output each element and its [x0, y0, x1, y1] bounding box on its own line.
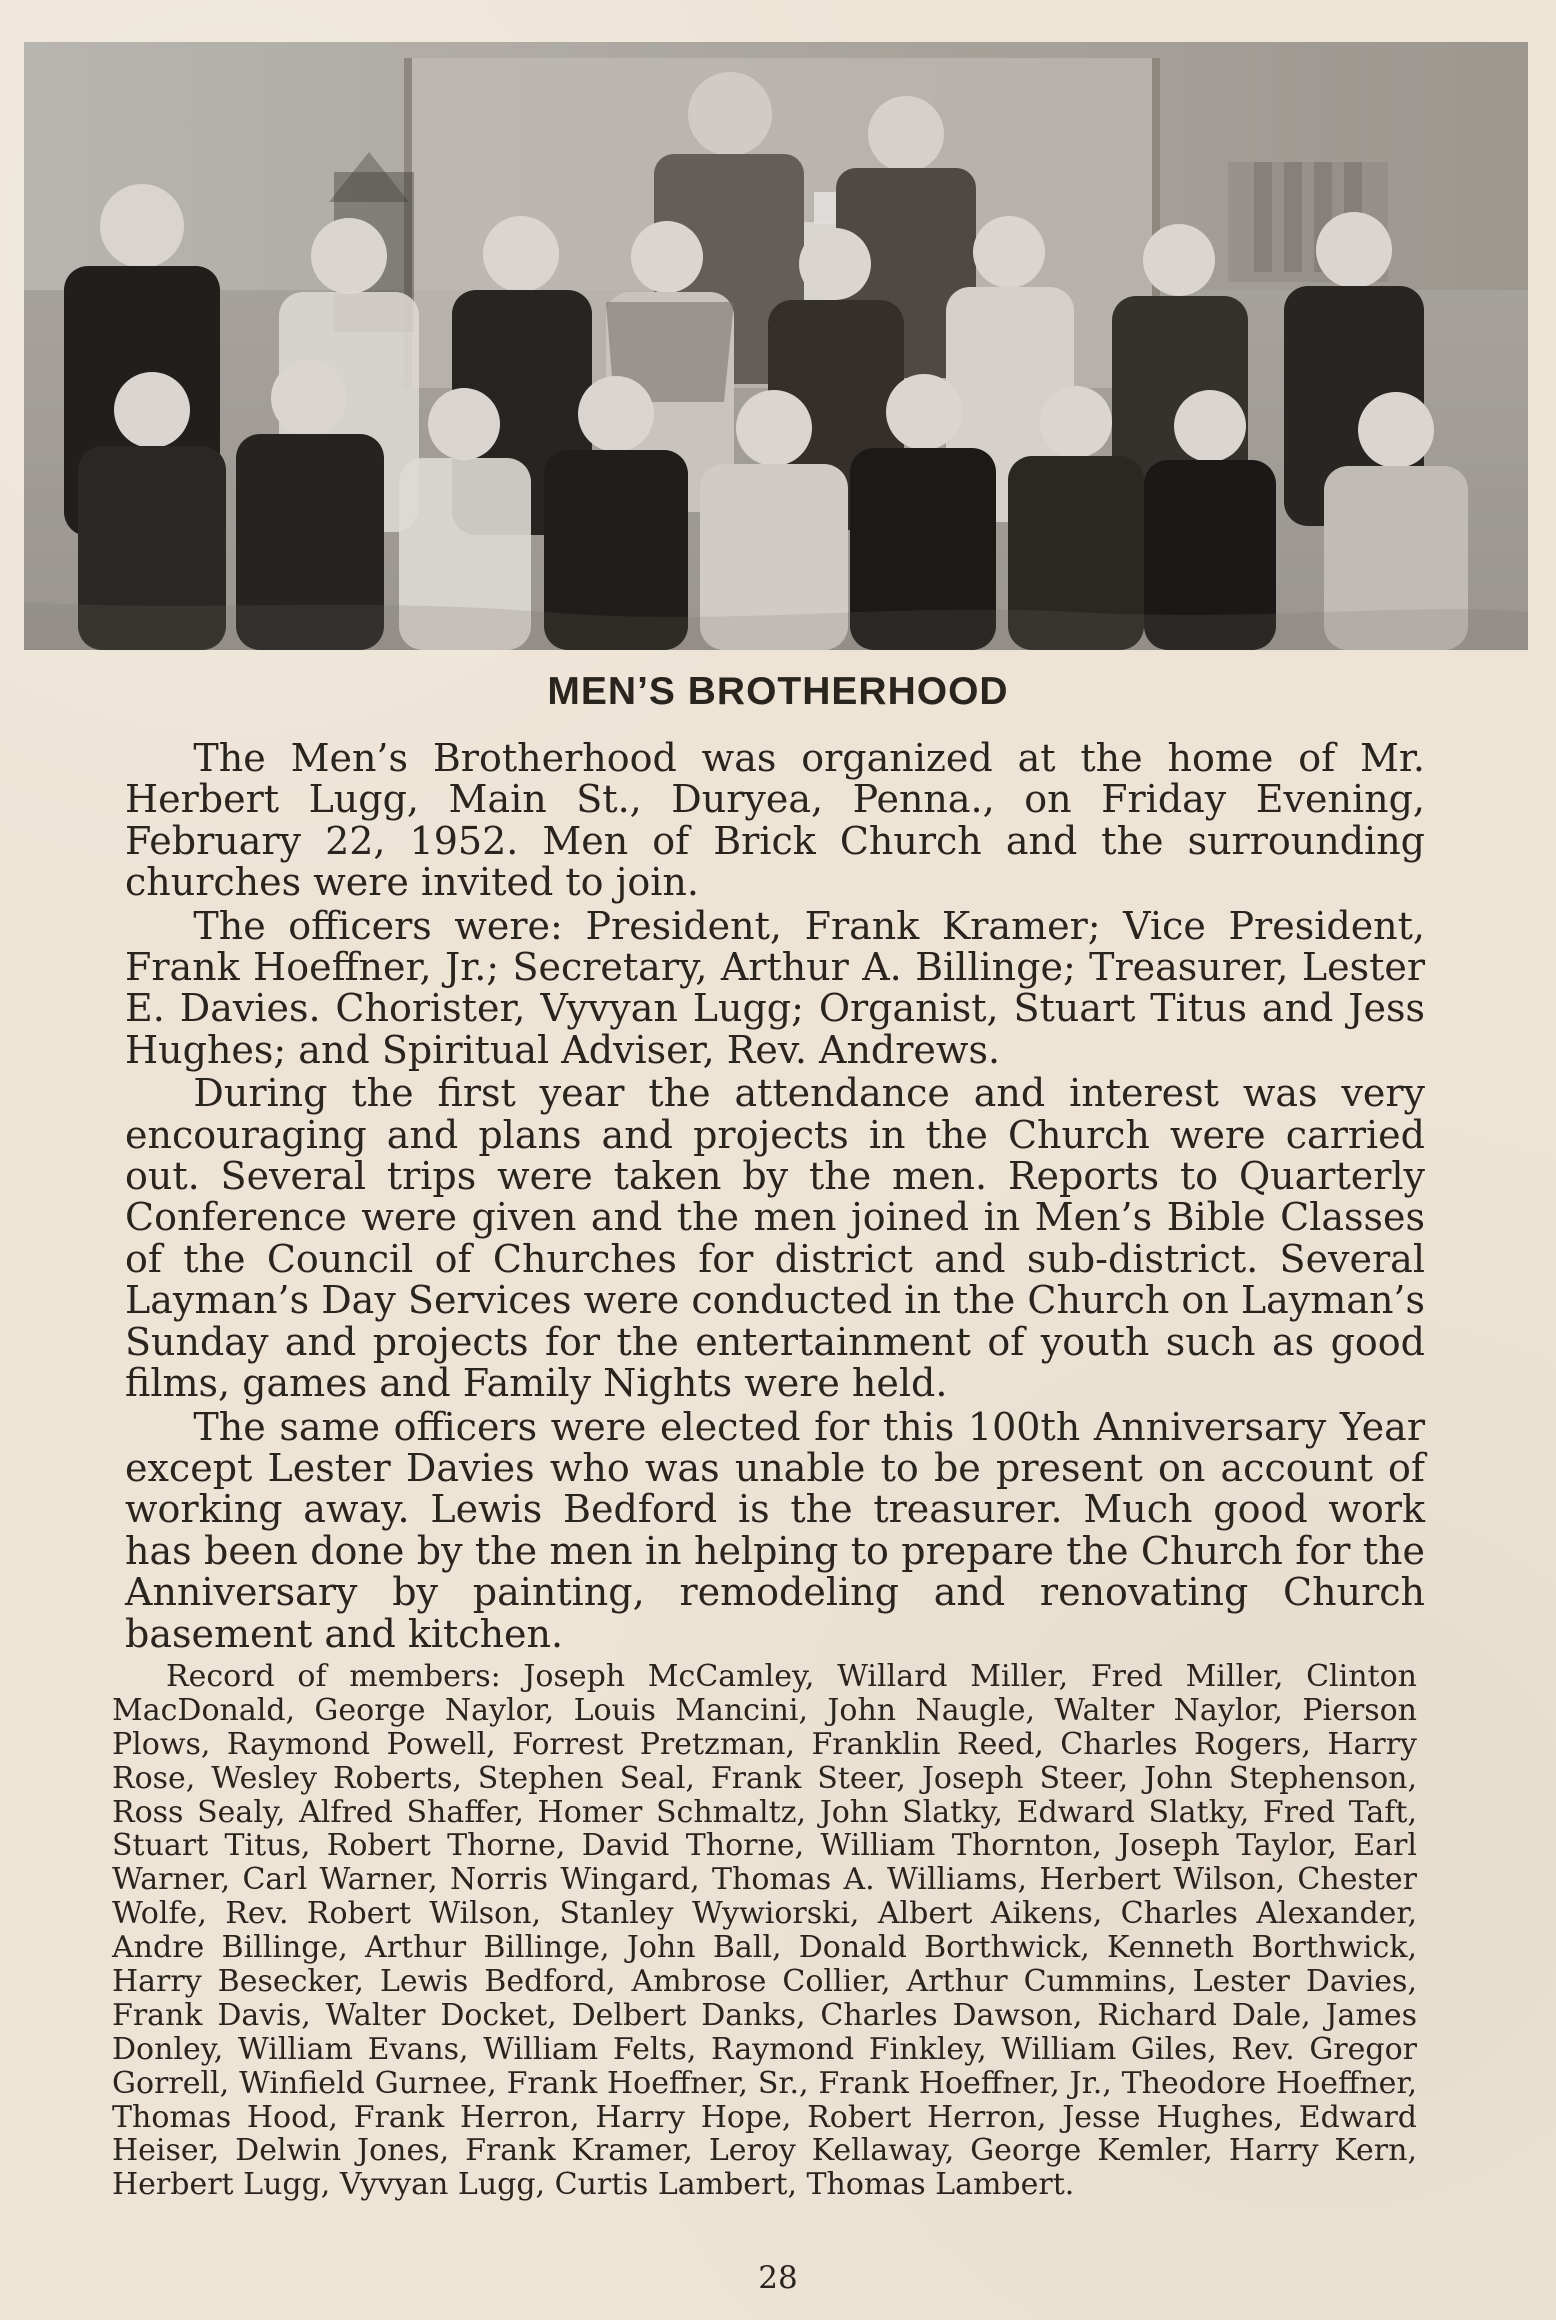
article-body	[125, 738, 1425, 1655]
group-photo-illustration	[24, 42, 1528, 650]
article-paragraph: The same officers were elected for this 100th Anniversary Year except Lester Davies who was unable to be present on account of working away. Lewis Bedford is the treasurer. Much good work has been done by the men in helping to prepare the Church for the Anniversary by painting, remodeling and renovating Church basement and kitchen.	[125, 1404, 1425, 1656]
group-photo	[24, 42, 1528, 650]
article-paragraph: The officers were: President, Frank Kramer; Vice President, Frank Hoeffner, Jr.; Secretary, Arthur A. Billinge; Treasurer, Lester E. Davies. Chorister, Vyvyan Lugg; Organist, Stuart Titus and Jess Hughes; and Spiritual Adviser, Rev. Andrews.	[125, 903, 1425, 1072]
members-list: Record of members: Joseph McCamley, Willard Miller, Fred Miller, Clinton MacDonald, George Naylor, Louis Mancini, John Naugle, Walter Naylor, Pierson Plows, Raymond Powell, Forrest Pretzman, Franklin Reed, Charles Rogers, Harry Rose, Wesley Roberts, Stephen Seal, Frank Steer, Joseph Steer, John Stephenson, Ross Sealy, Alfred Shaffer, Homer Schmaltz, John Slatky, Edward Slatky, Fred Taft, Stuart Titus, Robert Thorne, David Thorne, William Thornton, Joseph Taylor, Earl Warner, Carl Warner, Norris Wingard, Thomas A. Williams, Herbert Wilson, Chester Wolfe, Rev. Robert Wilson, Stanley Wywiorski, Albert Aikens, Charles Alexander, Andre Billinge, Arthur Billinge, John Ball, Donald Borthwick, Kenneth Borthwick, Harry Besecker, Lewis Bedford, Ambrose Collier, Arthur Cummins, Lester Davies, Frank Davis, Walter Docket, Delbert Danks, Charles Dawson, Richard Dale, James Donley, William Evans, William Felts, Raymond Finkley, William Giles, Rev. Gregor Gorrell, Winfield Gurnee, Frank Hoeffner, Sr., Frank Hoeffner, Jr., Theodore Hoeffner, Thomas Hood, Frank Herron, Harry Hope, Robert Herron, Jesse Hughes, Edward Heiser, Delwin Jones, Frank Kramer, Leroy Kellaway, George Kemler, Harry Kern, Herbert Lugg, Vyvyan Lugg, Curtis Lambert, Thomas Lambert.	[112, 1659, 1417, 2203]
page-number: 28	[758, 2260, 798, 2296]
article-paragraph: During the first year the attendance and interest was very encouraging and plans and projects in the Church were carried out. Several trips were taken by the men. Reports to Quarterly Conference were given and the men joined in Men’s Bible Classes of the Council of Churches for district and sub-district. Several Layman’s Day Services were conducted in the Church on Layman’s Sunday and projects for the entertainment of youth such as good films, games and Family Nights were held.	[125, 1071, 1425, 1406]
article-paragraph: The Men’s Brotherhood was organized at the home of Mr. Herbert Lugg, Main St., Duryea, Penna., on Friday Evening, February 22, 1952. Men of Brick Church and the surrounding churches were invited to join.	[125, 736, 1425, 905]
page-title: MEN’S BROTHERHOOD	[547, 670, 1009, 713]
